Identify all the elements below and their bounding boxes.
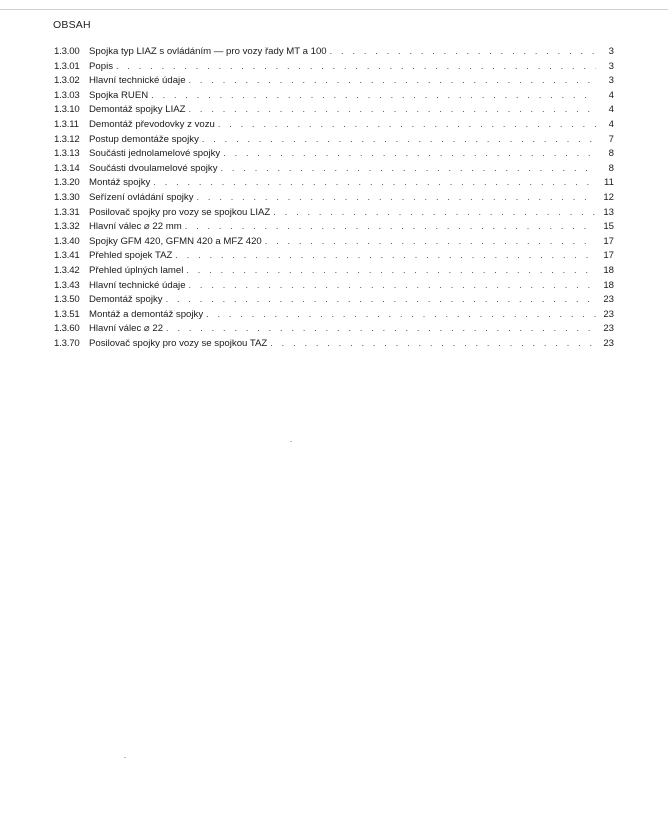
toc-entry-leader	[151, 88, 596, 103]
toc-entry-page: 3	[608, 46, 614, 57]
toc-entry-number: 1.3.41	[54, 250, 80, 262]
toc-entry	[54, 234, 614, 249]
toc-entry-number: 1.3.42	[54, 264, 80, 276]
toc-entry-title: Posilovač spojky pro vozy se spojkou LIAZ	[89, 206, 271, 218]
toc-entry	[54, 190, 614, 205]
toc-entry-title: Demontáž převodovky z vozu	[89, 118, 215, 130]
toc-entry-number: 1.3.00	[54, 46, 80, 57]
toc-entry-number: 1.3.50	[54, 294, 80, 306]
toc-entry-title: Montáž spojky	[89, 177, 151, 189]
table-of-contents	[54, 44, 614, 350]
toc-entry-page: 12	[603, 191, 614, 203]
top-rule	[0, 9, 668, 10]
toc-entry	[54, 146, 614, 161]
toc-entry-leader	[221, 161, 596, 176]
toc-entry-title: Postup demontáže spojky	[89, 133, 199, 145]
toc-entry	[54, 88, 614, 103]
toc-entry-title: Seřízení ovládání spojky	[89, 191, 194, 203]
toc-entry-number: 1.3.01	[54, 60, 80, 72]
page-heading: OBSAH	[53, 19, 91, 31]
toc-entry	[54, 321, 614, 336]
toc-entry-title: Hlavní technické údaje	[89, 279, 186, 291]
toc-entry	[54, 73, 614, 88]
toc-entry-page: 23	[603, 308, 614, 320]
toc-entry	[54, 205, 614, 220]
toc-entry	[54, 292, 614, 307]
toc-entry-number: 1.3.11	[54, 118, 79, 130]
toc-entry-title: Demontáž spojky	[89, 294, 163, 306]
toc-entry-leader	[186, 263, 596, 278]
toc-entry	[54, 44, 614, 59]
toc-entry-number: 1.3.60	[54, 323, 80, 335]
toc-entry-page: 18	[603, 279, 614, 291]
toc-entry-page: 3	[608, 75, 614, 87]
toc-entry-title: Součásti jednolamelové spojky	[89, 148, 221, 160]
toc-entry	[54, 161, 614, 176]
toc-entry-leader	[166, 321, 596, 336]
toc-entry-page: 15	[603, 221, 614, 233]
toc-entry-number: 1.3.51	[54, 308, 80, 320]
toc-entry-page: 4	[608, 118, 614, 130]
toc-entry-number: 1.3.32	[54, 221, 80, 233]
toc-entry-leader	[189, 102, 596, 117]
toc-entry	[54, 248, 614, 263]
toc-entry	[54, 117, 614, 132]
toc-entry-page: 8	[608, 148, 614, 160]
toc-entry-leader	[116, 59, 596, 74]
toc-entry	[54, 263, 614, 278]
toc-entry-number: 1.3.40	[54, 235, 80, 247]
toc-entry-page: 23	[603, 337, 614, 349]
toc-entry-title: Montáž a demontáž spojky	[89, 308, 204, 320]
toc-entry-title: Hlavní technické údaje	[89, 75, 186, 87]
toc-entry	[54, 175, 614, 190]
toc-entry	[54, 102, 614, 117]
toc-entry-title: Hlavní válec ⌀ 22	[89, 323, 164, 335]
toc-entry	[54, 219, 614, 234]
toc-entry	[54, 307, 614, 322]
toc-entry-leader	[175, 248, 596, 263]
toc-entry-leader	[206, 307, 596, 322]
toc-entry-leader	[166, 292, 596, 307]
toc-entry-number: 1.3.43	[54, 279, 80, 291]
toc-entry-title: Přehled spojek TAZ	[89, 250, 173, 262]
toc-entry	[54, 278, 614, 293]
toc-entry-number: 1.3.14	[54, 162, 80, 174]
toc-entry-leader	[270, 336, 596, 351]
toc-entry-page: 13	[603, 206, 614, 218]
toc-entry-number: 1.3.30	[54, 191, 80, 203]
toc-entry-page: 23	[603, 294, 614, 306]
toc-entry-number: 1.3.02	[54, 75, 80, 87]
toc-entry-leader	[185, 219, 596, 234]
toc-entry-page: 7	[608, 133, 614, 145]
paper-speck	[290, 441, 292, 442]
toc-entry-leader	[273, 205, 596, 220]
toc-entry	[54, 132, 614, 147]
toc-entry-page: 18	[603, 264, 614, 276]
toc-entry-page: 8	[608, 162, 614, 174]
paper-speck	[124, 757, 126, 758]
toc-entry-number: 1.3.20	[54, 177, 80, 189]
toc-entry-page: 23	[603, 323, 614, 335]
toc-entry-title: Součásti dvoulamelové spojky	[89, 162, 218, 174]
toc-entry-leader	[189, 73, 596, 88]
toc-entry-number: 1.3.12	[54, 133, 80, 145]
toc-entry-leader	[197, 190, 596, 205]
toc-entry	[54, 59, 614, 74]
toc-entry-number: 1.3.03	[54, 89, 80, 101]
toc-entry-page: 17	[603, 250, 614, 262]
toc-entry-title: Spojka RUEN	[89, 89, 149, 101]
toc-entry-number: 1.3.13	[54, 148, 80, 160]
toc-entry-title: Demontáž spojky LIAZ	[89, 104, 186, 116]
toc-entry-title: Spojka typ LIAZ s ovládáním — pro vozy řady MT a 100	[89, 46, 327, 57]
toc-entry-title: Posilovač spojky pro vozy se spojkou TAZ	[89, 337, 268, 349]
toc-entry-page: 17	[603, 235, 614, 247]
toc-entry-leader	[223, 146, 596, 161]
toc-entry-number: 1.3.10	[54, 104, 80, 116]
toc-entry-leader	[189, 278, 596, 293]
toc-entry-title: Spojky GFM 420, GFMN 420 a MFZ 420	[89, 235, 262, 247]
toc-entry	[54, 336, 614, 351]
toc-entry-page: 3	[608, 60, 614, 72]
toc-entry-number: 1.3.70	[54, 337, 80, 349]
toc-entry-page: 11	[604, 177, 614, 189]
toc-entry-title: Přehled úplných lamel	[89, 264, 184, 276]
toc-entry-leader	[330, 44, 596, 59]
toc-entry-title: Hlavní válec ⌀ 22 mm	[89, 221, 182, 233]
toc-entry-leader	[153, 175, 596, 190]
toc-entry-leader	[265, 234, 596, 249]
toc-entry-page: 4	[608, 104, 614, 116]
toc-entry-title: Popis	[89, 60, 113, 72]
toc-entry-page: 4	[608, 89, 614, 101]
toc-entry-leader	[202, 132, 596, 147]
toc-entry-number: 1.3.31	[54, 206, 80, 218]
toc-entry-leader	[218, 117, 596, 132]
